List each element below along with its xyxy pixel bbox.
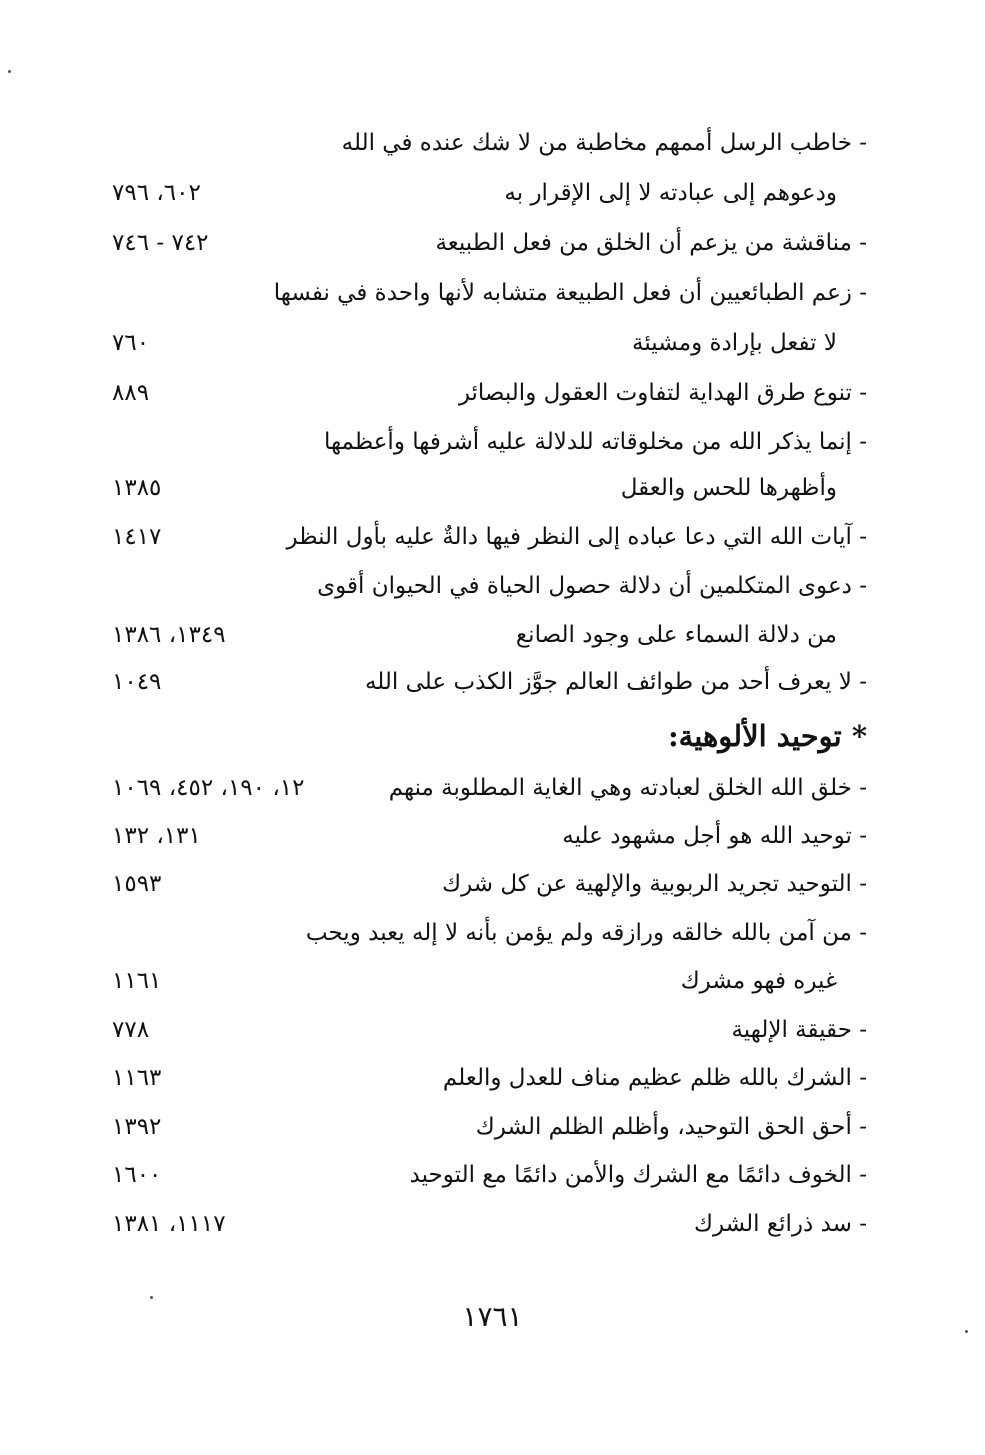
index-entry-text: - حقيقة الإلهية [731,1017,867,1043]
index-entry-text: - زعم الطبائعيين أن فعل الطبيعة متشابه لأنها واحدة في نفسها [273,280,867,306]
index-entry-text: لا تفعل بإرادة ومشيئة [632,330,837,356]
index-entry-text: - إنما يذكر الله من مخلوقاته للدلالة عليه أشرفها وأعظمها [323,429,867,455]
index-entry-text: - أحق الحق التوحيد، وأظلم الظلم الشرك [475,1114,867,1140]
index-entry-pages: ١٢، ١٩٠، ٤٥٢، ١٠٦٩ [112,775,305,801]
index-entry-pages: ١٣٨٥ [112,475,162,501]
index-entry-text: - سد ذرائع الشرك [694,1211,867,1237]
index-entry-pages: ١٥٩٣ [112,871,162,897]
scan-speck [150,1296,153,1299]
scan-speck [8,70,11,73]
index-entry-pages: ٧٤٢ - ٧٤٦ [112,230,209,256]
index-entry-text: - لا يعرف أحد من طوائف العالم جوَّز الكذب على الله [364,669,867,695]
index-entry-text: - خلق الله الخلق لعبادته وهي الغاية المطلوبة منهم [388,775,867,801]
index-entry-text: - آيات الله التي دعا عباده إلى النظر فيها دالةٌ عليه بأول النظر [286,524,867,550]
index-entry-text: - دعوى المتكلمين أن دلالة حصول الحياة في الحيوان أقوى [317,573,867,599]
index-entry-pages: ١٠٤٩ [112,669,162,695]
scan-speck [965,1330,968,1333]
index-entry-pages: ٨٨٩ [112,380,150,406]
index-entry-text: من دلالة السماء على وجود الصانع [515,622,837,648]
index-entry-pages: ١٣١، ١٣٢ [112,823,201,849]
index-entry-pages: ١٣٩٢ [112,1114,162,1140]
index-entry-pages: ٧٦٠ [112,330,150,356]
index-entry-pages: ١١١٧، ١٣٨١ [112,1211,226,1237]
page-number: ١٧٦١ [462,1300,523,1333]
index-entry-text: - من آمن بالله خالقه ورازقه ولم يؤمن بأنه لا إله يعبد ويحب [305,920,867,946]
index-entry-pages: ١٣٤٩، ١٣٨٦ [112,622,226,648]
index-entry-text: - خاطب الرسل أممهم مخاطبة من لا شك عنده في الله [341,130,867,156]
index-entry-text: ودعوهم إلى عبادته لا إلى الإقرار به [504,180,837,206]
index-entry-text: وأظهرها للحس والعقل [620,475,837,501]
index-entry-pages: ٧٧٨ [112,1017,150,1043]
index-entry-pages: ١١٦٣ [112,1065,162,1091]
section-heading: * توحيد الألوهية: [667,719,867,753]
index-entry-text: غيره فهو مشرك [680,968,837,994]
index-entry-text: - مناقشة من يزعم أن الخلق من فعل الطبيعة [435,230,867,256]
index-entry-text: - التوحيد تجريد الربوبية والإلهية عن كل شرك [442,871,867,897]
index-entry-text: - الخوف دائمًا مع الشرك والأمن دائمًا مع التوحيد [409,1162,867,1188]
index-entry-text: - تنوع طرق الهداية لتفاوت العقول والبصائر [458,380,867,406]
index-entry-pages: ١٦٠٠ [112,1162,162,1188]
index-entry-text: - الشرك بالله ظلم عظيم مناف للعدل والعلم [442,1065,867,1091]
index-entry-text: - توحيد الله هو أجل مشهود عليه [562,823,867,849]
index-entry-pages: ٦٠٢، ٧٩٦ [112,180,201,206]
index-entry-pages: ١١٦١ [112,968,162,994]
index-entry-pages: ١٤١٧ [112,524,162,550]
